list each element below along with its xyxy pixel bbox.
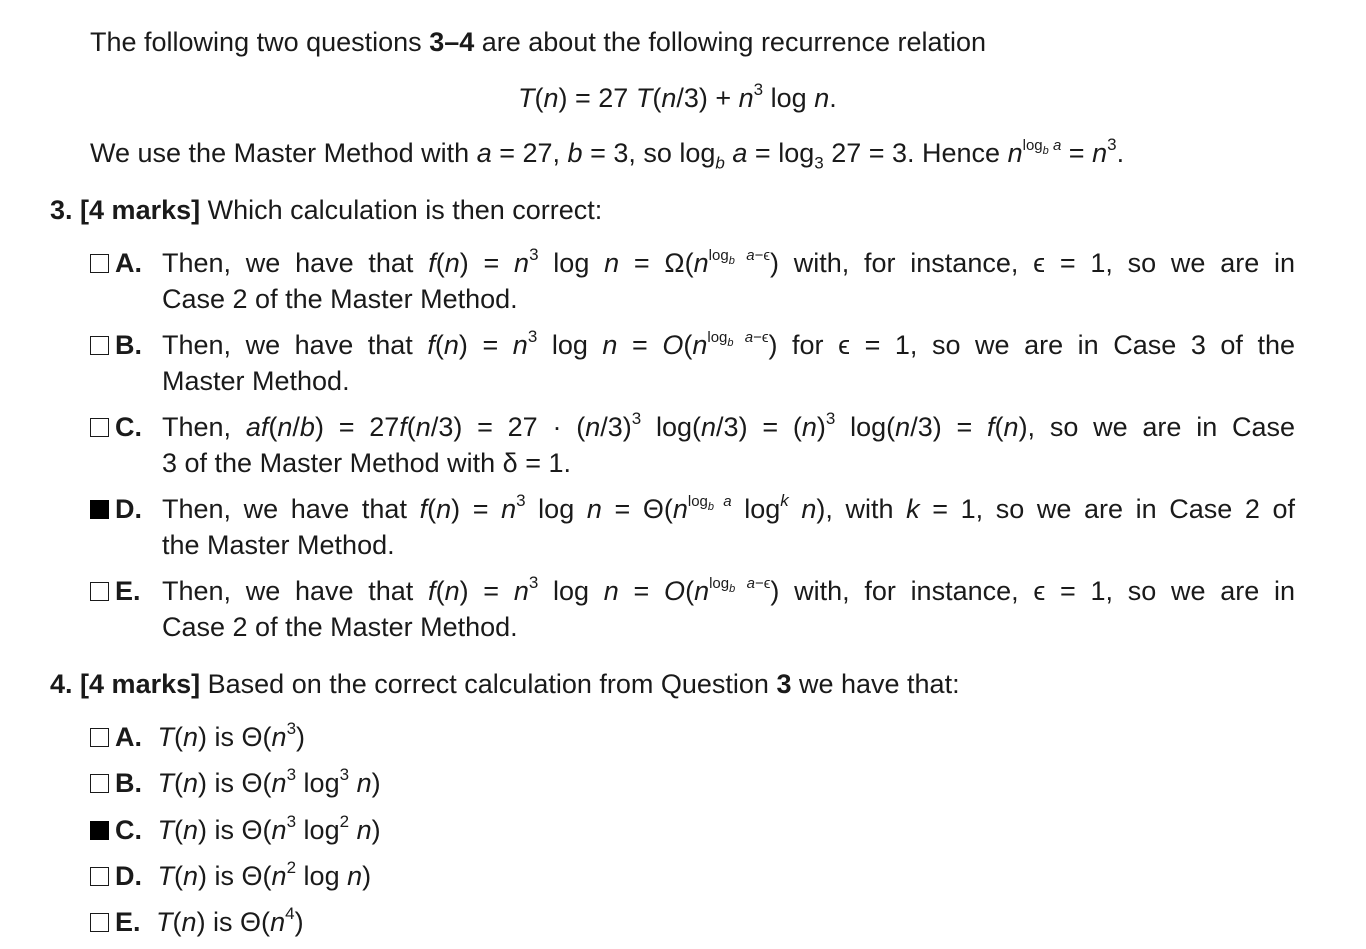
q3-checkbox-c[interactable] — [90, 418, 109, 437]
q4-checkbox-c-checked[interactable] — [90, 821, 109, 840]
q4-checkbox-a[interactable] — [90, 728, 109, 747]
q4-option-d[interactable]: D. T(n) is $\Theta(n^2$ log n) — [90, 858, 371, 894]
q3-checkbox-e[interactable] — [90, 582, 109, 601]
q3-option-e-text: Then, we have that $f(n) = n^3$ $\log n = O(n^{log_b a-\epsilon})$ with, for instance, ϵ = 1, so we are in Case 2 of the Master Method. — [162, 573, 1295, 642]
q3-option-a-text: Then, we have that $f(n) = n^3$ $\log n = \Omega(n^{log_b a-\epsilon})$ with, for instance, ϵ = 1, so we are in Case 2 of the Master Method. — [162, 245, 1295, 314]
q3-option-b[interactable]: B. Then, we have that $f(n) = n^3$ $\log n = O(n^{log_b a-\epsilon})$ for ϵ = 1, so we are in Case 3 of the Master Method. — [90, 327, 1295, 399]
q4-option-c[interactable]: C. T(n) is $\Theta(n^3$ $\log^2 n$) — [90, 812, 381, 848]
q3-option-e[interactable]: E. Then, we have that $f(n) = n^3$ $\log n = O(n^{log_b a-\epsilon})$ with, for instance, ϵ = 1, so we are in Case 2 of the Master Method. — [90, 573, 1295, 645]
recurrence-equation: T(n) = 27 $T(n/3) + n^3$ log n. — [518, 80, 837, 113]
q3-option-d[interactable]: D. Then, we have that $f(n) = n^3$ $\log n = \Theta(n^{log_b a}$ $\log^k n$), with k = 1, so we are in Case 2 of the Master Method. — [90, 491, 1295, 563]
q3-checkbox-a[interactable] — [90, 254, 109, 273]
q3-option-b-text: Then, we have that $f(n) = n^3$ $\log n = O(n^{log_b a-\epsilon})$ for ϵ = 1, so we are in Case 3 of the Master Method. — [162, 327, 1295, 396]
q4-option-b[interactable]: B. T(n) is $\Theta(n^3$ $\log^3 n$) — [90, 765, 381, 801]
question-3-heading: 3. [4 marks] Which calculation is then correct: — [50, 195, 603, 225]
intro-text: The following two questions 3–4 are about the following recurrence relation — [90, 27, 987, 57]
master-method-line: We use the Master Method with a = 27, b = 3, so $\log_b a = \log_3 27 = 3$. Hence $n^{log_b a} = n^3$. — [90, 135, 1125, 173]
q4-option-a[interactable]: A. T(n) is $\Theta(n^3)$ — [90, 719, 305, 755]
q3-option-a[interactable]: A. Then, we have that $f(n) = n^3$ $\log n = \Omega(n^{log_b a-\epsilon})$ with, for instance, ϵ = 1, so we are in Case 2 of the Master Method. — [90, 245, 1295, 317]
q3-option-d-text: Then, we have that $f(n) = n^3$ $\log n = \Theta(n^{log_b a}$ $\log^k n$), with k = 1, so we are in Case 2 of the Master Method. — [162, 491, 1295, 560]
q3-checkbox-b[interactable] — [90, 336, 109, 355]
q3-option-c-text: Then, $af(n/b) = 27f(n/3) = 27 \cdot (n/3)^3$ $\log(n/3) = (n)^3$ log(n/3) = f(n), so we are in Case 3 of the Master Method with δ = 1. — [162, 409, 1296, 478]
q4-checkbox-e[interactable] — [90, 913, 109, 932]
q4-option-e[interactable]: E. T(n) is $\Theta(n^4)$ — [90, 904, 304, 940]
q4-checkbox-b[interactable] — [90, 774, 109, 793]
q4-checkbox-d[interactable] — [90, 867, 109, 886]
question-4-heading: 4. [4 marks] Based on the correct calculation from Question 3 we have that: — [50, 669, 960, 699]
q3-checkbox-d-checked[interactable] — [90, 500, 109, 519]
q3-option-c[interactable]: C. Then, $af(n/b) = 27f(n/3) = 27 \cdot (n/3)^3$ $\log(n/3) = (n)^3$ log(n/3) = f(n), so we are in Case 3 of the Master Method with δ = 1. — [90, 409, 1295, 481]
